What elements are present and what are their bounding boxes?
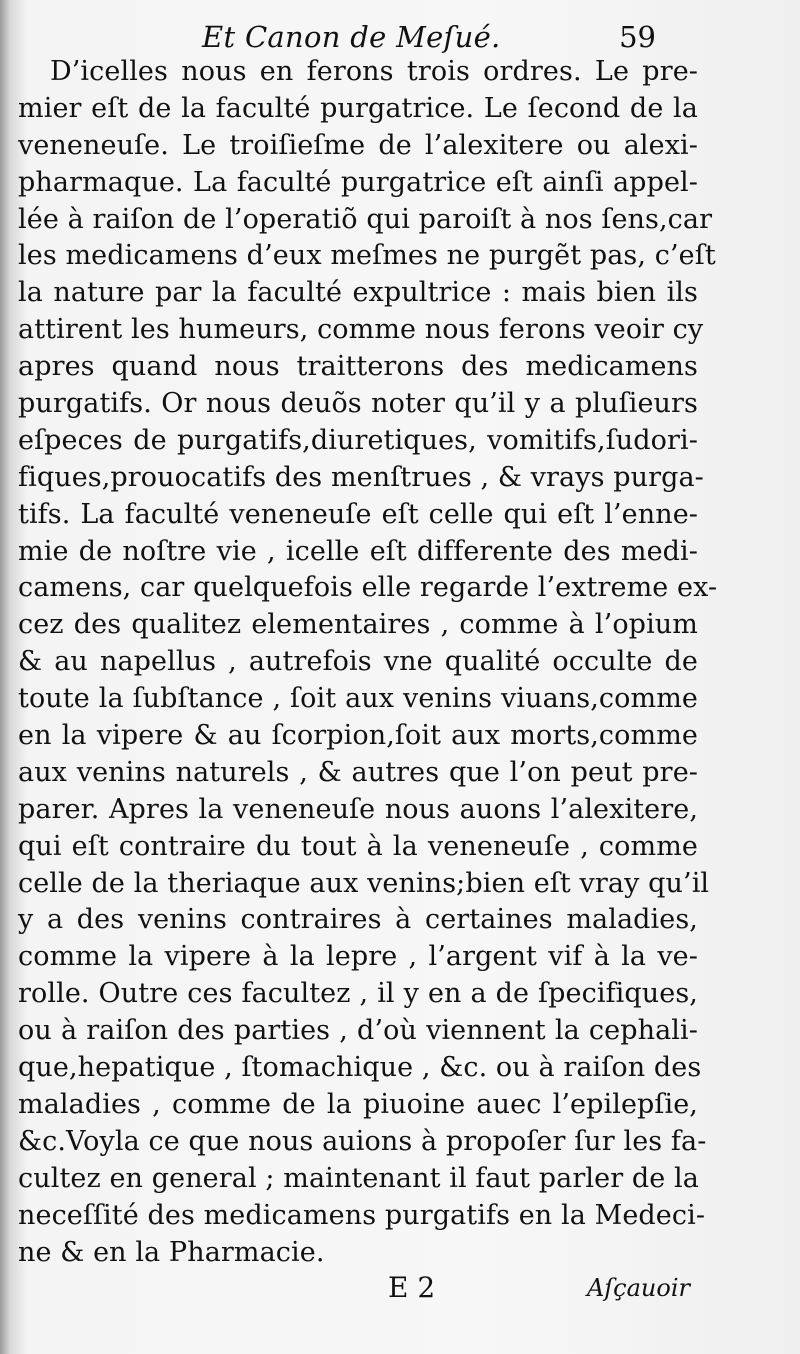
body-text	[18, 54, 718, 1271]
text-line: apres quand nous traitterons des medicamens	[18, 351, 698, 383]
text-line: rolle. Outre ces facultez , il y en a de ſpecifiques,	[18, 978, 698, 1010]
text-line: comme la vipere à la lepre , l’argent vif à la ve-	[18, 941, 698, 973]
text-line: veneneuſe. Le troiſieſme de l’alexitere ou alexi-	[18, 129, 698, 161]
text-line: & au napellus , autrefois vne qualité occulte de	[18, 646, 698, 678]
catchword: Aſçauoir	[586, 1274, 690, 1302]
text-line: neceſſité des medicamens purgatifs en la Medeci-	[18, 1199, 706, 1231]
page-number: 59	[619, 20, 656, 54]
text-line: eſpeces de purgatifs,diuretiques, vomitifs,ſudori-	[18, 424, 698, 456]
text-line: toute la ſubſtance , ſoit aux venins viuans,comme	[18, 683, 698, 715]
text-line: qui eſt contraire du tout à la veneneuſe , comme	[18, 830, 698, 862]
text-line: que,hepatique , ſtomachique , &c. ou à raiſon des	[18, 1052, 702, 1084]
text-line: camens, car quelquefois elle regarde l’extreme ex-	[18, 572, 718, 604]
text-line: mier eſt de la faculté purgatrice. Le ſecond de la	[18, 92, 698, 124]
text-line: mie de noſtre vie , icelle eſt differente des medi-	[18, 535, 698, 567]
text-line: &c.Voyla ce que nous auions à propoſer ſur les fa-	[18, 1125, 707, 1157]
running-title: Et Canon de Meſué.	[202, 20, 501, 54]
text-line: fiques,prouocatifs des menſtrues , & vrays purga-	[18, 461, 704, 493]
text-line: les medicamens d’eux meſmes ne purgẽt pas, c’eſt	[18, 240, 716, 272]
text-line: parer. Apres la veneneuſe nous auons l’alexitere,	[18, 793, 698, 825]
text-line: aux venins naturels , & autres que l’on peut pre-	[18, 756, 698, 788]
text-line: maladies , comme de la piuoine auec l’epilepſie,	[18, 1088, 698, 1120]
text-line: D’icelles nous en ferons trois ordres. Le pre-	[50, 56, 698, 87]
text-line: attirent les humeurs, comme nous ferons veoir cy	[18, 314, 704, 346]
signature-mark: E 2	[388, 1271, 436, 1304]
text-line: lée à raiſon de l’operatiõ qui paroiſt à nos ſens,car	[18, 203, 713, 235]
text-line: y a des venins contraires à certaines maladies,	[18, 904, 698, 936]
text-line: ne & en la Pharmacie.	[18, 1236, 325, 1268]
text-line: ou à raiſon des parties , d’où viennent la cephali-	[18, 1015, 698, 1047]
text-line: celle de la theriaque aux venins;bien eſt vray qu’il	[18, 867, 710, 899]
text-line: cultez en general ; maintenant il faut parler de la	[18, 1162, 699, 1194]
text-line: pharmaque. La faculté purgatrice eſt ainſi appel-	[18, 166, 698, 198]
text-line: la nature par la faculté expultrice : mais bien ils	[18, 277, 698, 309]
page-footer	[300, 1268, 690, 1308]
text-line: tifs. La faculté veneneuſe eſt celle qui eſt l’enne-	[18, 498, 698, 530]
text-line: en la vipere & au ſcorpion,ſoit aux morts,comme	[18, 720, 698, 752]
text-line: cez des qualitez elementaires , comme à l’opium	[18, 609, 698, 641]
text-line: purgatifs. Or nous deuõs noter qu’il y a pluſieurs	[18, 388, 698, 420]
